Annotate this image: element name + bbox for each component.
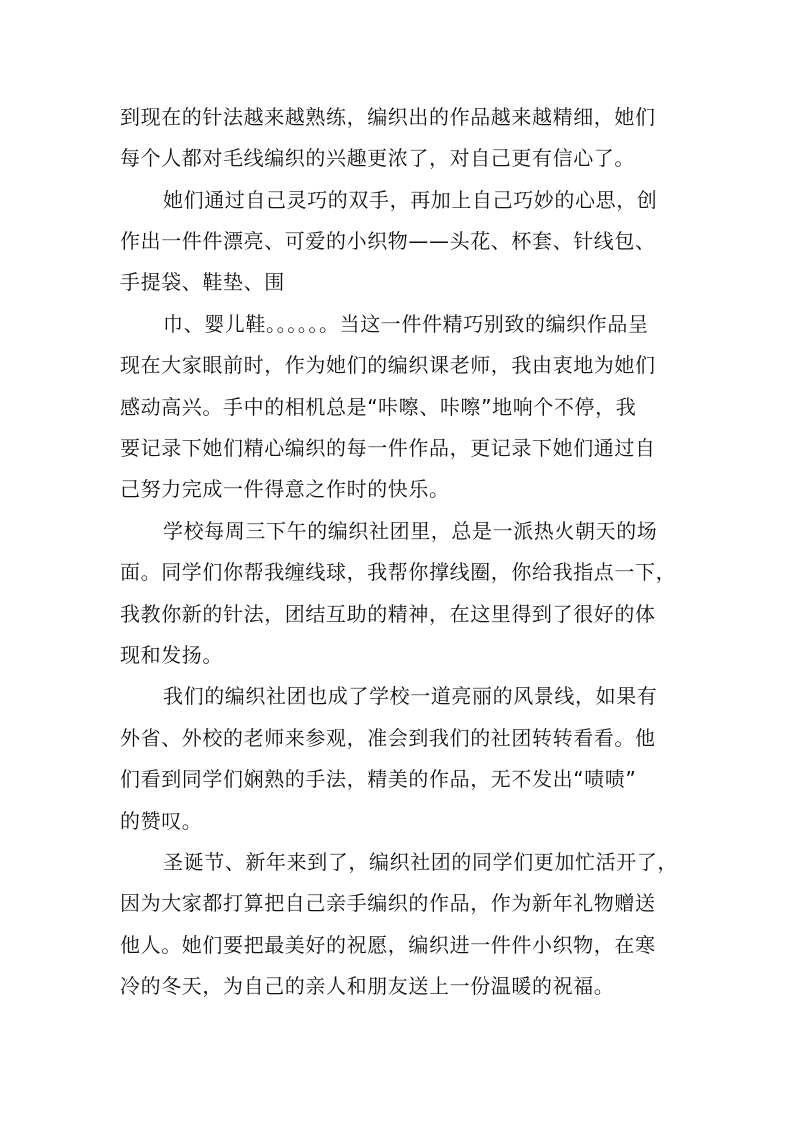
text-line: 到现在的针法越来越熟练，编织出的作品越来越精细，她们 — [120, 105, 656, 129]
text-line: 感动高兴。手中的相机总是“咔嚓、咔嚓”地响个不停，我 — [120, 395, 637, 419]
text-line: 他人。她们要把最美好的祝愿，编织进一件件小织物，在寒 — [120, 933, 656, 957]
text-line: 现和发扬。 — [120, 643, 223, 667]
paragraph-first-line: 巾、婴儿鞋。。。。。。当这一件件精巧别致的编织作品呈 — [163, 312, 649, 336]
paragraph-first-line: 学校每周三下午的编织社团里，总是一派热火朝天的场 — [163, 519, 658, 543]
text-line: 现在大家眼前时，作为她们的编织课老师，我由衷地为她们 — [120, 353, 656, 377]
text-line: 作出一件件漂亮、可爱的小织物——头花、杯套、针线包、 — [120, 229, 656, 253]
text-line: 每个人都对毛线编织的兴趣更浓了，对自己更有信心了。 — [120, 146, 635, 170]
text-line: 们看到同学们娴熟的手法，精美的作品，无不发出“啧啧” — [120, 767, 637, 791]
paragraph-first-line: 她们通过自己灵巧的双手，再加上自己巧妙的心思，创 — [163, 188, 658, 212]
text-line: 要记录下她们精心编织的每一件作品，更记录下她们通过自 — [120, 436, 656, 460]
text-line: 的赞叹。 — [120, 809, 203, 833]
text-line: 己努力完成一件得意之作时的快乐。 — [120, 477, 450, 501]
text-line: 手提袋、鞋垫、围 — [120, 270, 285, 294]
text-line: 外省、外校的老师来参观，准会到我们的社团转转看看。他 — [120, 726, 656, 750]
text-line: 我教你新的针法，团结互助的精神，在这里得到了很好的体 — [120, 602, 656, 626]
paragraph-first-line: 我们的编织社团也成了学校一道亮丽的风景线，如果有 — [163, 684, 658, 708]
text-line: 冷的冬天，为自己的亲人和朋友送上一份温暖的祝福。 — [120, 974, 615, 998]
text-line: 面。同学们你帮我缠线球，我帮你撑线圈，你给我指点一下， — [120, 560, 677, 584]
paragraph-first-line: 圣诞节、新年来到了，编织社团的同学们更加忙活开了， — [163, 850, 678, 874]
text-line: 因为大家都打算把自己亲手编织的作品，作为新年礼物赠送 — [120, 891, 656, 915]
